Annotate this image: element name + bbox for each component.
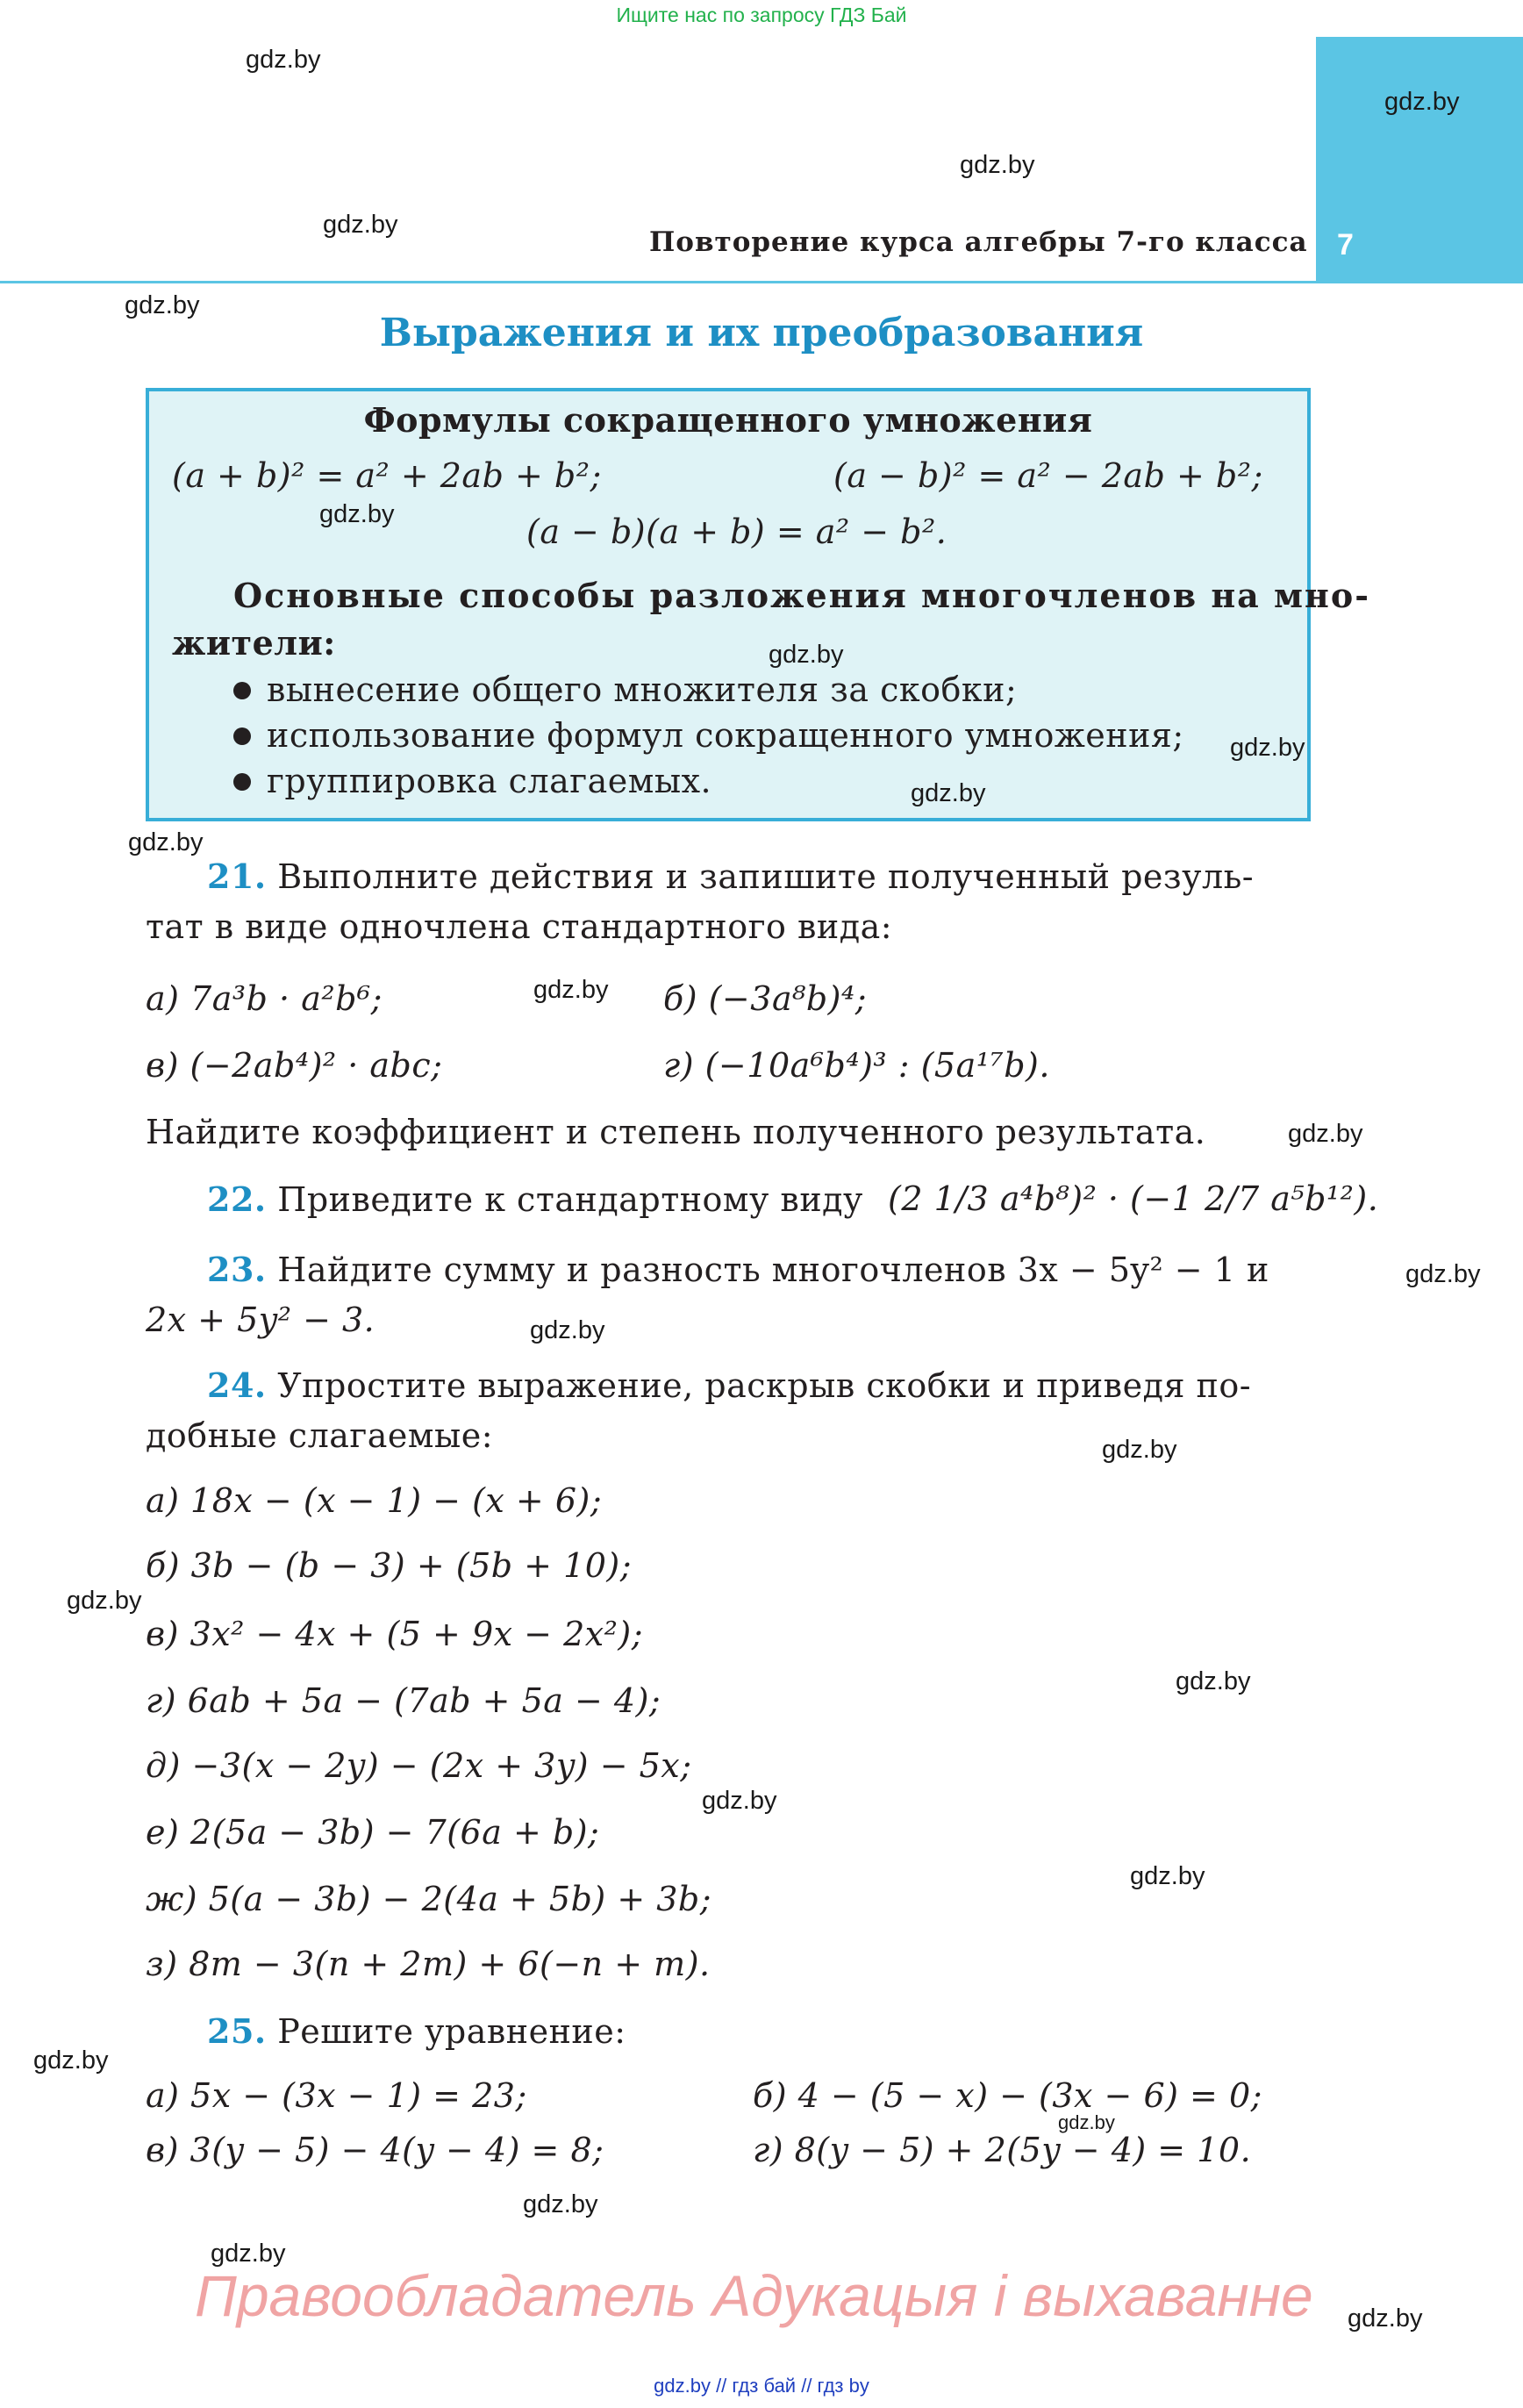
ex21-item-v: в) (−2ab⁴)² · abc; xyxy=(146,1046,443,1085)
watermark: gdz.by xyxy=(911,779,986,807)
ex21-line1: 21. Выполните действия и запишите полученный резуль- xyxy=(207,856,1255,896)
watermark: gdz.by xyxy=(125,291,200,319)
bullet-item-common-factor: вынесение общего множителя за скобки; xyxy=(233,670,1017,709)
ex21-item-a: а) 7a³b · a²b⁶; xyxy=(146,979,383,1018)
ex24-item-zh: ж) 5(a − 3b) − 2(4a + 5b) + 3b; xyxy=(146,1880,712,1918)
ex22-line: 22. Приведите к стандартному виду xyxy=(207,1179,863,1219)
watermark: gdz.by xyxy=(702,1787,777,1815)
ex24-item-e: е) 2(5a − 3b) − 7(6a + b); xyxy=(146,1813,600,1852)
watermark: gdz.by xyxy=(1348,2304,1423,2333)
watermark: gdz.by xyxy=(33,2046,109,2075)
formula-box xyxy=(146,388,1370,821)
box-heading: Формулы сокращенного умножения xyxy=(363,400,1093,440)
bullet-icon xyxy=(233,773,251,791)
ex25-item-v: в) 3(y − 5) − 4(y − 4) = 8; xyxy=(146,2131,604,2169)
watermark: gdz.by xyxy=(769,641,844,669)
ex21-number: 21. xyxy=(207,856,267,896)
ex22-number: 22. xyxy=(207,1179,267,1219)
ex24-line1: 24. Упростите выражение, раскрыв скобки и приведя по- xyxy=(207,1365,1252,1405)
ex24-item-d: д) −3(x − 2y) − (2x + 3y) − 5x; xyxy=(146,1746,692,1785)
ex24-item-g: г) 6ab + 5a − (7ab + 5a − 4); xyxy=(146,1681,661,1720)
watermark: gdz.by xyxy=(1384,88,1460,116)
ex24-item-v: в) 3x² − 4x + (5 + 9x − 2x²); xyxy=(146,1615,644,1653)
ex24-number: 24. xyxy=(207,1365,267,1405)
watermark: gdz.by xyxy=(1130,1862,1205,1890)
watermark: gdz.by xyxy=(1176,1667,1251,1695)
bullet-item-formulas: использование формул сокращенного умножения; xyxy=(233,716,1184,755)
ex24-item-z: з) 8m − 3(n + 2m) + 6(−n + m). xyxy=(146,1945,711,1983)
watermark: gdz.by xyxy=(960,151,1035,179)
ex24-item-a: а) 18x − (x − 1) − (x + 6); xyxy=(146,1481,603,1520)
ex24-item-b: б) 3b − (b − 3) + (5b + 10); xyxy=(146,1546,633,1585)
watermark: gdz.by xyxy=(1058,2111,1115,2133)
watermark: gdz.by xyxy=(1405,1260,1481,1288)
ex25-item-g: г) 8(y − 5) + 2(5y − 4) = 10. xyxy=(753,2131,1252,2169)
watermark: gdz.by xyxy=(523,2190,598,2218)
ex24-line2: добные слагаемые: xyxy=(146,1416,494,1455)
running-title: Повторение курса алгебры 7-го класса xyxy=(649,226,1308,258)
ex23-line2: 2x + 5y² − 3. xyxy=(146,1301,375,1339)
watermark: gdz.by xyxy=(319,500,395,528)
ex21-item-b: б) (−3a⁸b)⁴; xyxy=(663,979,868,1018)
bottom-links[interactable]: gdz.by // гдз бай // гдз by xyxy=(654,2375,869,2397)
box-subheading-line2: жители: xyxy=(172,623,336,663)
watermark: gdz.by xyxy=(128,828,204,856)
ex22-expression: (2 1/3 a⁴b⁸)² · (−1 2/7 a⁵b¹²). xyxy=(888,1179,1379,1218)
ex25-item-b: б) 4 − (5 − x) − (3x − 6) = 0; xyxy=(753,2076,1262,2115)
watermark: gdz.by xyxy=(533,976,609,1004)
watermark: gdz.by xyxy=(67,1587,142,1615)
box-subheading-line1: Основные способы разложения многочленов на мно- xyxy=(233,576,1370,615)
watermark: gdz.by xyxy=(211,2240,286,2268)
top-search-link[interactable]: Ищите нас по запросу ГДЗ Бай xyxy=(616,4,907,26)
page-number: 7 xyxy=(1337,228,1354,262)
header-divider xyxy=(0,281,1523,283)
watermark: gdz.by xyxy=(323,211,398,239)
watermark: gdz.by xyxy=(246,46,321,74)
ex25-line: 25. Решите уравнение: xyxy=(207,2011,626,2051)
ex21-footer: Найдите коэффициент и степень полученного результата. xyxy=(146,1113,1206,1151)
copyright-notice: Правообладатель Адукацыя і выхаванне xyxy=(195,2263,1313,2328)
formula-diff-of-squares: (a − b)(a + b) = a² − b². xyxy=(526,512,947,551)
ex21-line2: тат в виде одночлена стандартного вида: xyxy=(146,907,893,946)
formula-square-diff: (a − b)² = a² − 2ab + b²; xyxy=(833,456,1263,495)
ex21-item-g: г) (−10a⁶b⁴)³ : (5a¹⁷b). xyxy=(663,1046,1050,1085)
ex25-number: 25. xyxy=(207,2011,267,2051)
section-title: Выражения и их преобразования xyxy=(379,311,1144,355)
ex23-number: 23. xyxy=(207,1250,267,1289)
ex23-line1: 23. Найдите сумму и разность многочленов 3x − 5y² − 1 и xyxy=(207,1250,1269,1289)
bullet-icon xyxy=(233,727,251,745)
ex25-item-a: а) 5x − (3x − 1) = 23; xyxy=(146,2076,527,2115)
bullet-icon xyxy=(233,682,251,699)
watermark: gdz.by xyxy=(530,1316,605,1344)
bullet-item-grouping: группировка слагаемых. xyxy=(233,762,711,800)
watermark: gdz.by xyxy=(1230,734,1305,762)
formula-square-sum: (a + b)² = a² + 2ab + b²; xyxy=(172,456,602,495)
watermark: gdz.by xyxy=(1102,1436,1177,1464)
watermark: gdz.by xyxy=(1288,1120,1363,1148)
